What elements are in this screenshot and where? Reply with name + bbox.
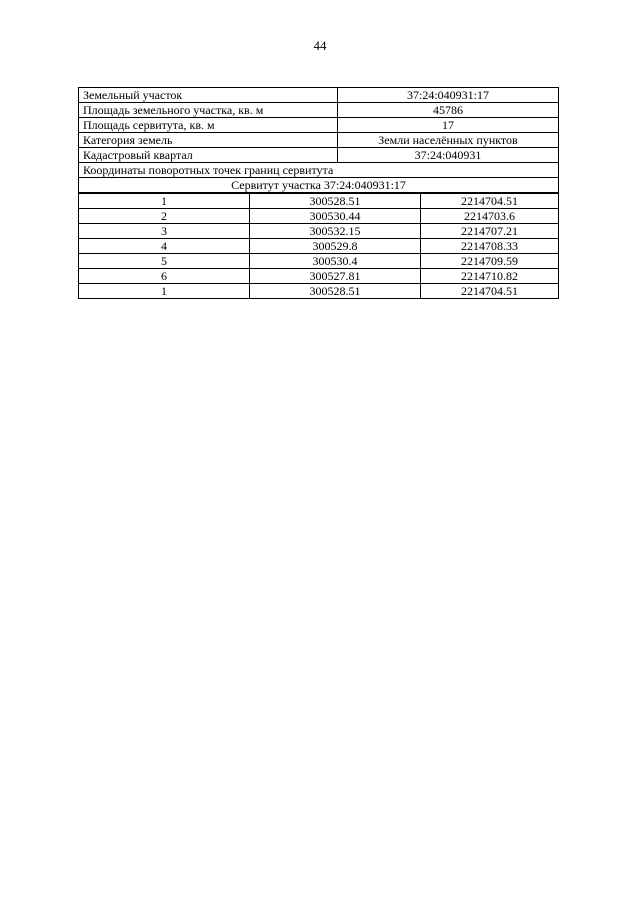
- table-row: [79, 118, 559, 133]
- coord-y: 2214710.82: [421, 269, 559, 284]
- coord-x: 300527.81: [250, 269, 421, 284]
- plot-area-label: Площадь земельного участка, кв. м: [79, 103, 338, 118]
- coord-y: 2214704.51: [421, 194, 559, 209]
- servitude-heading: Сервитут участка 37:24:040931:17: [79, 178, 559, 193]
- coord-y: 2214709.59: [421, 254, 559, 269]
- point-number: 4: [79, 239, 250, 254]
- page-number: 44: [313, 38, 327, 53]
- coord-x: 300530.44: [250, 209, 421, 224]
- coord-x: 300532.15: [250, 224, 421, 239]
- coord-x: 300530.4: [250, 254, 421, 269]
- servitude-area-label: Площадь сервитута, кв. м: [79, 118, 338, 133]
- land-plot-label: Земельный участок: [79, 88, 338, 103]
- servitude-area-value: 17: [338, 118, 559, 133]
- parcel-info-table: [78, 87, 559, 193]
- table-row: [79, 103, 559, 118]
- table-row: [79, 194, 559, 209]
- coord-y: 2214704.51: [421, 284, 559, 299]
- point-number: 2: [79, 209, 250, 224]
- coord-x: 300528.51: [250, 284, 421, 299]
- table-row: [79, 148, 559, 163]
- cadastral-quarter-label: Кадастровый квартал: [79, 148, 338, 163]
- table-row: [79, 133, 559, 148]
- point-number: 1: [79, 194, 250, 209]
- coord-x: 300529.8: [250, 239, 421, 254]
- coords-heading: Координаты поворотных точек границ сервитута: [79, 163, 559, 178]
- land-category-label: Категория земель: [79, 133, 338, 148]
- cadastral-quarter-value: 37:24:040931: [338, 148, 559, 163]
- coord-y: 2214703.6: [421, 209, 559, 224]
- table-row: [79, 284, 559, 299]
- land-plot-value: 37:24:040931:17: [338, 88, 559, 103]
- table-row: [79, 224, 559, 239]
- point-number: 5: [79, 254, 250, 269]
- coord-x: 300528.51: [250, 194, 421, 209]
- table-row: [79, 269, 559, 284]
- point-number: 1: [79, 284, 250, 299]
- table-row: [79, 178, 559, 193]
- table-row: [79, 209, 559, 224]
- table-row: [79, 88, 559, 103]
- coord-y: 2214707.21: [421, 224, 559, 239]
- plot-area-value: 45786: [338, 103, 559, 118]
- coord-y: 2214708.33: [421, 239, 559, 254]
- table-row: [79, 163, 559, 178]
- table-row: [79, 239, 559, 254]
- point-number: 3: [79, 224, 250, 239]
- coordinates-table: [78, 193, 559, 299]
- point-number: 6: [79, 269, 250, 284]
- land-category-value: Земли населённых пунктов: [338, 133, 559, 148]
- table-row: [79, 254, 559, 269]
